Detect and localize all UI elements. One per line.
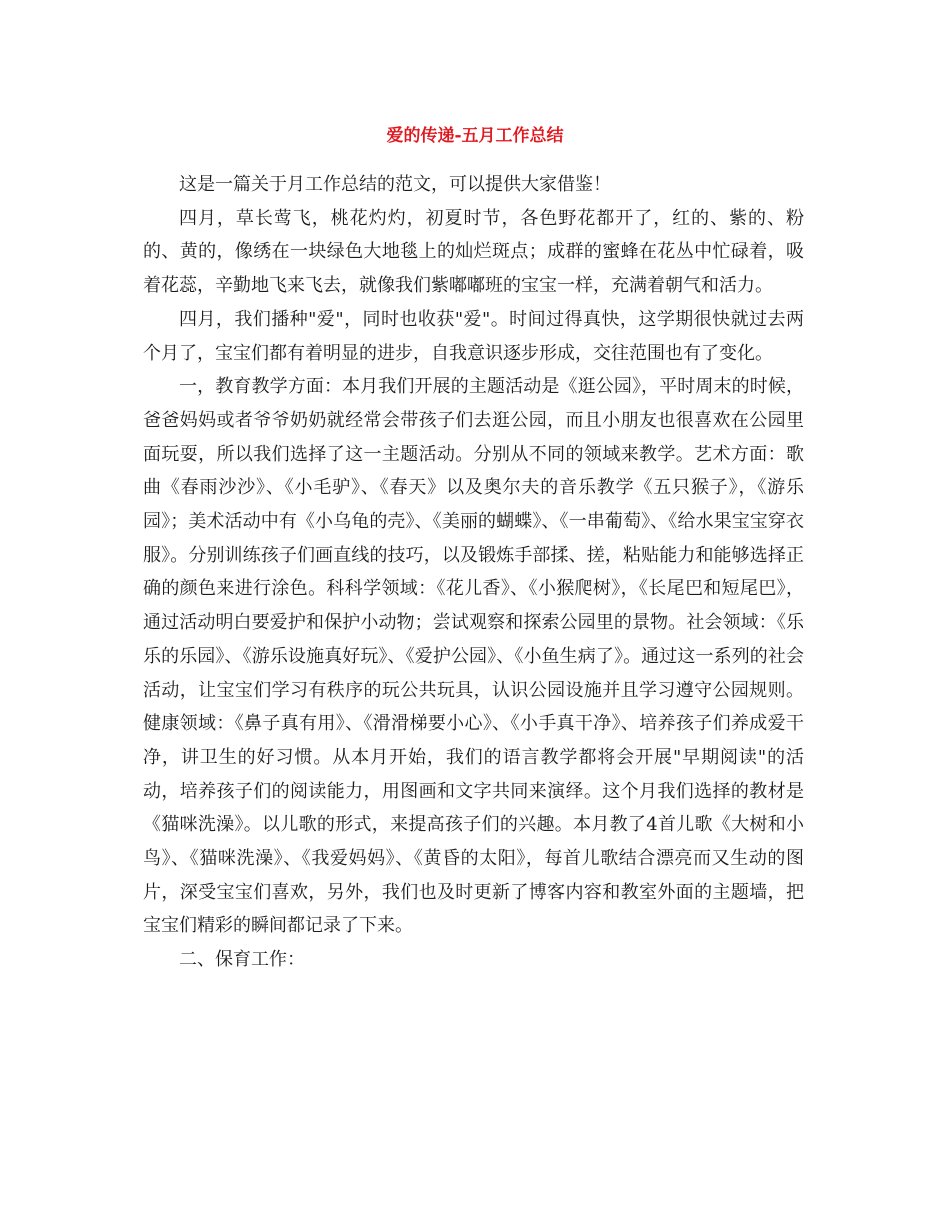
paragraph-love: 四月，我们播种"爱"，同时也收获"爱"。时间过得真快，这学期很快就过去两个月了，宝宝们都有着明显的进步，自我意识逐步形成，交往范围也有了变化。 xyxy=(143,308,804,364)
paragraph-education: 一，教育教学方面：本月我们开展的主题活动是《逛公园》，平时周末的时候，爸爸妈妈或者爷爷奶奶就经常会带孩子们去逛公园，而且小朋友也很喜欢在公园里面玩耍，所以我们选择了这一主题活动。分别从不同的领域来教学。艺术方面：歌曲《春雨沙沙》、《小毛驴》、《春天》以及奥尔夫的音乐教学《五只猴子》，《游乐园》；美术活动中有《小乌龟的壳》、《美丽的蝴蝶》、《一串葡萄》、《给水果宝宝穿衣服》。分别训练孩子们画直线的技巧，以及锻炼手部揉、搓，粘贴能力和能够选择正确的颜色来进行涂色。科科学领域：《花儿香》、《小猴爬树》，《长尾巴和短尾巴》，通过活动明白要爱护和保护小动物；尝试观察和探索公园里的景物。社会领域：《乐乐的乐园》、《游乐设施真好玩》、《爱护公园》、《小鱼生病了》。通过这一系列的社会活动，让宝宝们学习有秩序的玩公共玩具，认识公园设施并且学习遵守公园规则。健康领域：《鼻子真有用》、《滑滑梯要小心》、《小手真干净》、培养孩子们养成爱干净，讲卫生的好习惯。从本月开始，我们的语言教学都将会开展"早期阅读"的活动，培养孩子们的阅读能力，用图画和文字共同来演绎。这个月我们选择的教材是《猫咪洗澡》。以儿歌的形式，来提高孩子们的兴趣。本月教了4首儿歌《大树和小鸟》、《猫咪洗澡》、《我爱妈妈》、《黄昏的太阳》，每首儿歌结合漂亮而又生动的图片，深受宝宝们喜欢，另外，我们也及时更新了博客内容和教室外面的主题墙，把宝宝们精彩的瞬间都记录了下来。 xyxy=(143,376,804,937)
document-title: 爱的传递-五月工作总结 xyxy=(386,126,564,146)
paragraph-intro: 这是一篇关于月工作总结的范文，可以提供大家借鉴！ xyxy=(179,174,611,195)
paragraph-care-heading: 二、保育工作： xyxy=(179,949,305,971)
paragraph-spring: 四月，草长莺飞，桃花灼灼，初夏时节，各色野花都开了，红的、紫的、粉的、黄的，像绣在一块绿色大地毯上的灿烂斑点；成群的蜜蜂在花丛中忙碌着，吸着花蕊，辛勤地飞来飞去，就像我们紫嘟嘟班的宝宝一样，充满着朝气和活力。 xyxy=(143,207,804,297)
document-body xyxy=(143,168,804,977)
